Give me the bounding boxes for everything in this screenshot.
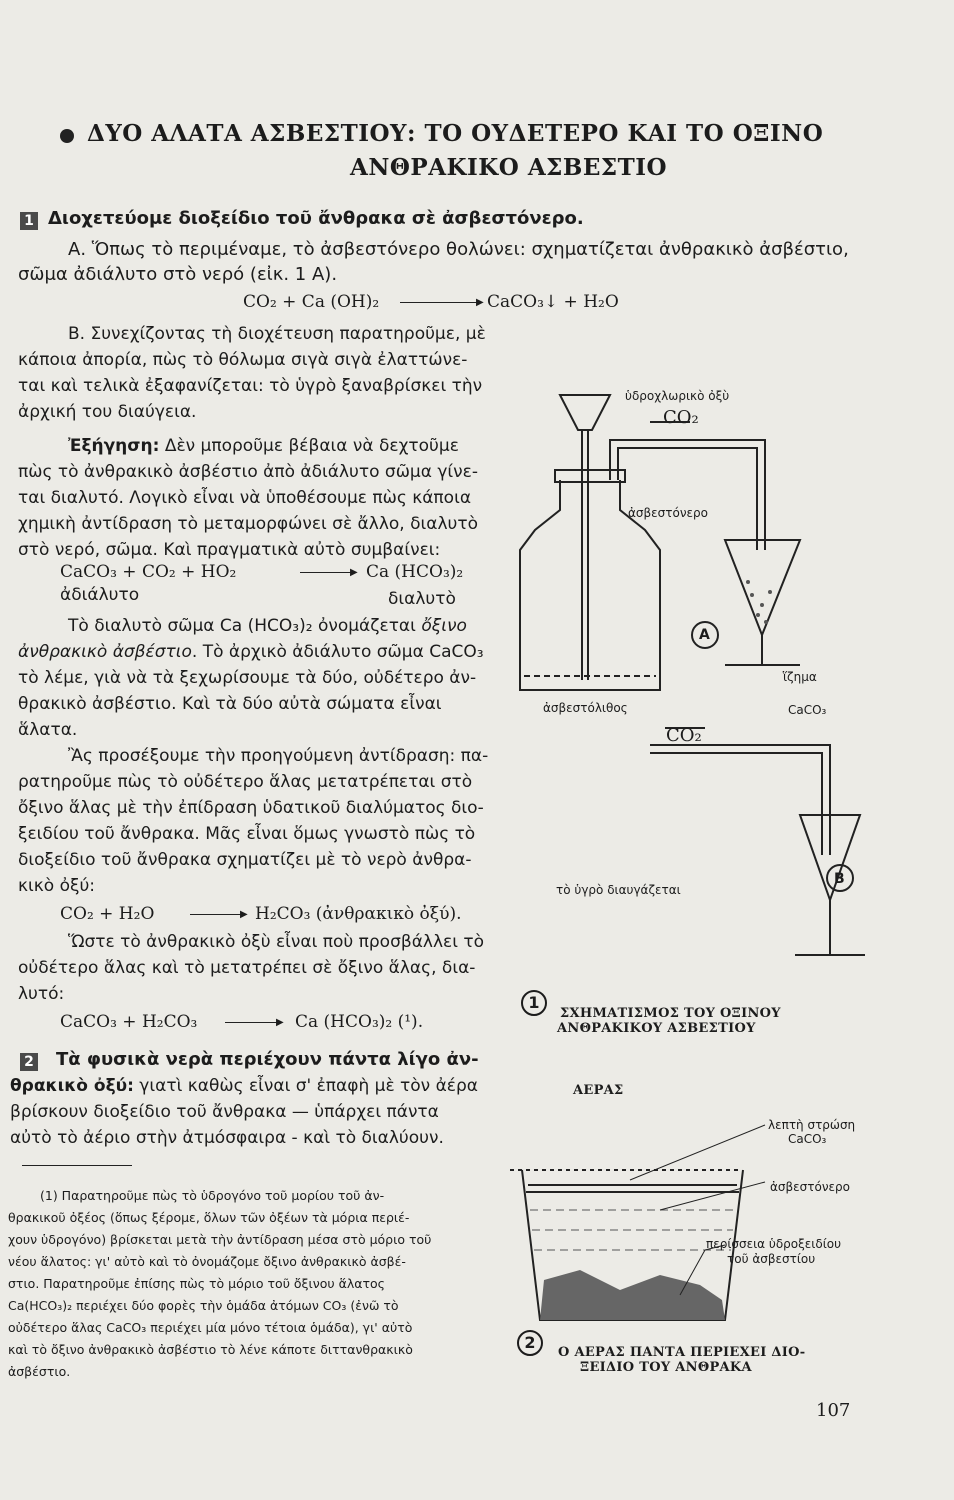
arrow-head: ▶ [476,297,484,308]
figure-1-number: 1 [521,990,547,1016]
equation-2-arrow [300,572,355,573]
footnote-line-6: Ca(HCO₃)₂ περιέχει δύο φορὲς τὴν ὁμάδα ἀτόμων CO₃ (ἐνῶ τὸ [8,1298,399,1313]
explanation-line-5: στὸ νερό, σῶμα. Καὶ πραγματικὰ αὐτὸ συμβαίνει: [18,540,441,560]
arrow-head: ▶ [276,1017,284,1028]
label-caco3: CaCO₃ [788,703,827,717]
explanation-line-1: Ἐξήγηση: Δὲν μποροῦμε βέβαια νὰ δεχτοῦμε [68,436,459,456]
flask-stopper [555,470,625,482]
section-2-heading: Τὰ φυσικὰ νερὰ περιέχουν πάντα λίγο ἀν- [56,1049,479,1070]
equation-3-left: CO₂ + H₂O [60,904,155,924]
para-5-line-2: οὐδέτερο ἅλας καὶ τὸ μετατρέπει σὲ ὄξινο ἅλας, δια- [18,958,476,978]
label-thin-layer: λεπτὴ στρώση [768,1118,856,1132]
label-limewater: ἀσβεστόνερο [628,506,708,520]
para-3-line-4: θρακικὸ ἀσβέστιο. Καὶ τὰ δύο αὐτὰ σώματα εἶναι [18,694,442,714]
label-sediment: ἵζημα [783,670,817,684]
para-4-line-4: ξειδίου τοῦ ἄνθρακα. Μᾶς εἶναι ὅμως γνωστὸ πὼς τὸ [18,824,476,844]
title-bullet [60,128,74,147]
equation-1-left: CO₂ + Ca (OH)₂ [243,292,380,312]
explanation-line-2: πὼς τὸ ἀνθρακικὸ ἀσβέστιο ἀπὸ ἀδιάλυτο σῶμα γίνε- [18,462,478,482]
para-b-line-4: ἀρχική του διαύγεια. [18,402,197,422]
label-co2-bottom: CO₂ [666,725,702,746]
para-4-line-3: ὄξινο ἅλας μὲ τὴν ἐπίδραση ὑδατικοῦ διαλύματος διο- [18,798,484,818]
delivery-tube [610,440,765,550]
equation-3-arrow [190,914,245,915]
page-title: ΔΥΟ ΑΛΑΤΑ ΑΣΒΕΣΤΙΟΥ: ΤΟ ΟΥΔΕΤΕΡΟ ΚΑΙ ΤΟ ΟΞΙΝΟ [87,120,824,147]
equation-1-arrow [400,302,480,303]
equation-3-right: H₂CO₃ (ἀνθρακικὸ ὀξύ). [255,904,462,924]
footnote-line-2: θρακικοῦ ὀξέος (ὅπως ξέρομε, ὅλων τῶν ὀξέων τὰ μόρια περιέ- [8,1210,410,1225]
para-4-line-1: Ἂς προσέξουμε τὴν προηγούμενη ἀντίδραση: πα- [68,746,489,766]
para-3-line-3: τὸ λέμε, γιὰ νὰ τὰ ξεχωρίσουμε τὰ δύο, οὐδέτερο ἀν- [18,668,477,688]
label-hydrochloric-acid: ὑδροχλωρικὸ ὀξὺ [625,389,730,403]
figure-2-beaker [510,1100,930,1340]
figure-2-caption-line-1: Ο ΑΕΡΑΣ ΠΑΝΤΑ ΠΕΡΙΕΧΕΙ ΔΙΟ- [558,1345,806,1360]
equation-4-arrow [225,1022,280,1023]
para-a-line1: Α. Ὅπως τὸ περιμέναμε, τὸ ἀσβεστόνερο θολώνει: σχηματίζεται ἀνθρακικὸ ἀσβέστιο, [68,239,849,260]
label-limestone: ἀσβεστόλιθος [543,701,628,715]
para-4-line-2: ρατηροῦμε πὼς τὸ οὐδέτερο ἅλας μετατρέπεται στὸ [18,772,473,792]
para-3-line-5: ἅλατα. [18,720,78,740]
footnote-line-3: χουν ὑδρογόνο) βρίσκεται μετὰ τὴν ἀντίδραση μέσα στὸ μόριο τοῦ [8,1232,432,1247]
section-1-heading: Διοχετεύομε διοξείδιο τοῦ ἄνθρακα σὲ ἀσβεστόνερο. [48,208,584,229]
para-4-line-5: διοξείδιο τοῦ ἄνθρακα σχηματίζει μὲ τὸ νερὸ ἀνθρα- [18,850,472,870]
para-3-line-1: Τὸ διαλυτὸ σῶμα Ca (HCO₃)₂ ὀνομάζεται ὄξινο [68,616,467,636]
label-excess-line-1: περίσσεια ὑδροξειδίου [706,1237,842,1251]
page-number: 107 [816,1400,851,1421]
para-5-line-3: λυτό: [18,984,65,1004]
footnote-line-1: (1) Παρατηροῦμε πὼς τὸ ὑδρογόνο τοῦ μορίου τοῦ ἀν- [40,1188,385,1203]
funnel [560,395,610,430]
para-b-line-3: ται καὶ τελικὰ ἐξαφανίζεται: τὸ ὑγρὸ ξαναβρίσκει τὴν [18,376,483,396]
equation-4-right: Ca (HCO₃)₂ (¹). [295,1012,424,1032]
equation-2-insoluble: ἀδιάλυτο [60,585,140,605]
label-limewater-2: ἀσβεστόνερο [770,1180,850,1194]
arrow-head: ▶ [350,567,358,578]
para-b-line-2: κάποια ἀπορία, πὼς τὸ θόλωμα σιγὰ σιγὰ ἐλαττώνε- [18,350,468,370]
footnote-line-9: ἀσβέστιο. [8,1364,71,1379]
equation-4-left: CaCO₃ + H₂CO₃ [60,1012,198,1032]
figure-1-caption-line-1: ΣΧΗΜΑΤΙΣΜΟΣ ΤΟΥ ΟΞΙΝΟΥ [560,1006,781,1021]
footnote-line-7: οὐδέτερο ἅλας CaCO₃ περιέχει μία μόνο τέτοια ὁμάδα), γι' αὐτὸ [8,1320,413,1335]
section-2-line-3: αὐτὸ τὸ ἀέριο στὴν ἀτμόσφαιρα - καὶ τὸ διαλύουν. [10,1128,444,1148]
explanation-line-4: χημικὴ ἀντίδραση τὸ μεταμορφώνει σὲ ἄλλο, διαλυτὸ [18,514,478,534]
arrow-head: ▶ [240,909,248,920]
footnote-rule [22,1165,132,1166]
section-2-line-1: θρακικὸ ὀξύ: γιατὶ καθὼς εἶναι σ' ἐπαφὴ μὲ τὸν ἀέρα [10,1076,478,1096]
label-a: A [699,627,710,643]
figure-2-number: 2 [517,1330,543,1356]
footnote-line-4: νέου ἅλατος: γι' αὐτὸ καὶ τὸ ὀνομάζομε ὄξινο ἀνθρακικὸ ἀσβέ- [8,1254,406,1269]
equation-2-right: Ca (HCO₃)₂ [366,562,464,582]
delivery-tube-b [650,745,830,855]
para-5-line-1: Ὥστε τὸ ἀνθρακικὸ ὀξὺ εἶναι ποὺ προσβάλλει τὸ [68,932,485,952]
label-b: B [834,871,845,887]
footnote-line-5: στιο. Παρατηροῦμε ἐπίσης πὼς τὸ μόριο τοῦ ὄξινου ἅλατος [8,1276,385,1291]
para-3-line-2: ἀνθρακικὸ ἀσβέστιο. Τὸ ἀρχικὸ ἀδιάλυτο σῶμα CaCO₃ [18,642,484,662]
figure-2-caption-line-2: ΞΕΙΔΙΟ ΤΟΥ ΑΝΘΡΑΚΑ [580,1360,752,1375]
footnote-line-8: καὶ τὸ ὄξινο ἀνθρακικὸ ἀσβέστιο τὸ λένε κάποτε διττανθρακικὸ [8,1342,413,1357]
label-thin-layer-caco3: CaCO₃ [788,1132,827,1146]
section-1-badge: 1 [20,210,38,230]
equation-2-left: CaCO₃ + CO₂ + HO₂ [60,562,237,582]
para-4-line-6: κικὸ ὀξύ: [18,876,96,896]
explanation-line-3: ται διαλυτό. Λογικὸ εἶναι νὰ ὑποθέσουμε πὼς κάποια [18,488,472,508]
equation-2-soluble: διαλυτὸ [388,589,456,609]
page-subtitle: ΑΝΘΡΑΚΙΚΟ ΑΣΒΕΣΤΙΟ [350,154,668,181]
beaker-a [725,540,800,635]
figure-1-caption-line-2: ΑΝΘΡΑΚΙΚΟΥ ΑΣΒΕΣΤΙΟΥ [557,1021,756,1036]
section-2-line-2: βρίσκουν διοξείδιο τοῦ ἄνθρακα — ὑπάρχει πάντα [10,1102,439,1122]
para-b-line-1: Β. Συνεχίζοντας τὴ διοχέτευση παρατηροῦμε, μὲ [68,324,486,344]
equation-1-right: CaCO₃↓ + H₂O [487,292,619,312]
para-a-line2: σῶμα ἀδιάλυτο στὸ νερό (εἰκ. 1 Α). [18,264,338,285]
section-2-badge: 2 [20,1051,38,1071]
label-air: ΑΕΡΑΣ [573,1083,624,1098]
label-co2-top: CO₂ [663,407,699,428]
label-excess-line-2: τοῦ ἀσβεστίου [727,1252,816,1266]
label-liquid-clears: τὸ ὑγρὸ διαυγάζεται [556,883,681,897]
